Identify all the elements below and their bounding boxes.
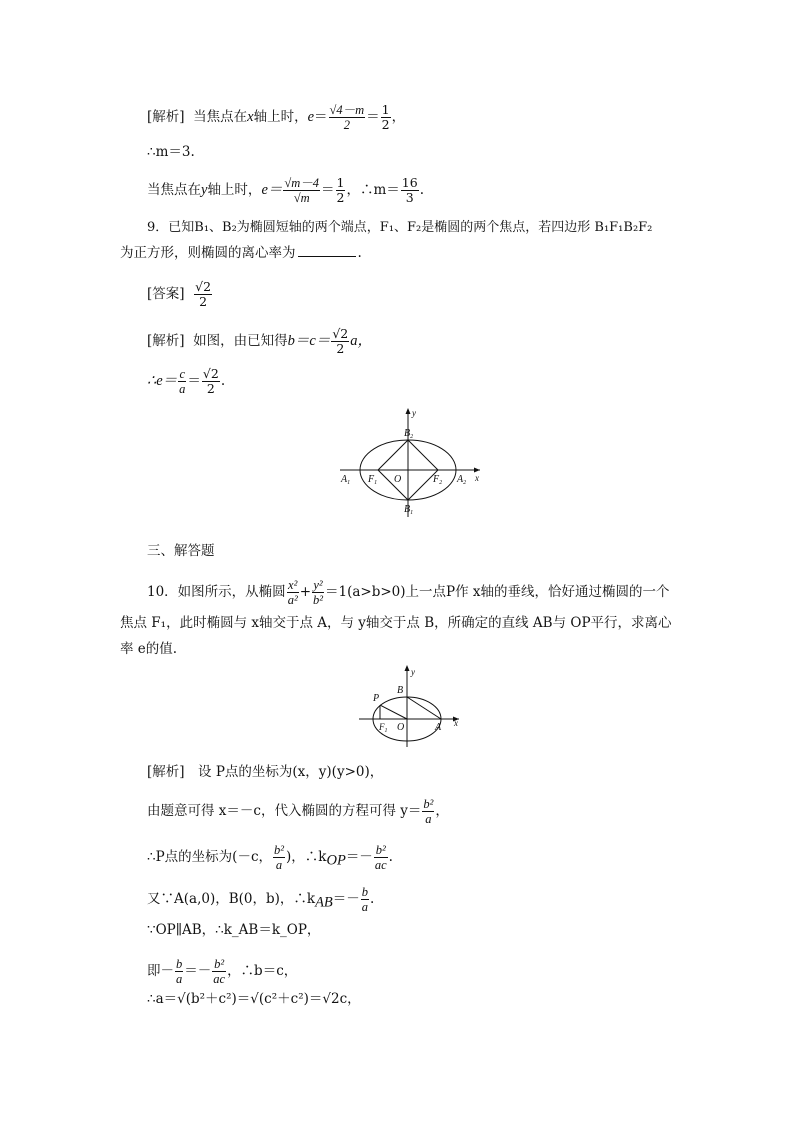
fraction: $\frac{\text{b²}}{ac}$: [374, 843, 387, 872]
label-y: y: [411, 667, 415, 677]
label-a1: $A_1$: [341, 474, 351, 486]
ellipse-op-ab-figure: [355, 663, 465, 748]
answer-line: [147, 280, 213, 309]
solution-10-line-5: ∵OP∥AB，∴k_AB＝k_OP，: [147, 922, 321, 938]
label-y: y: [412, 408, 416, 418]
label-f1: $F_1$: [379, 722, 388, 734]
question-10-line-2: 焦点 F₁，此时椭圆与 x轴交于点 A，与 y轴交于点 B，所确定的直线 AB与 OP平行，求离心: [120, 615, 672, 631]
label-b: B: [397, 685, 404, 696]
analysis-tag: [解析]: [147, 109, 185, 125]
solution-10-line-3: ∴P点的坐标为(－c， $\frac{\text{b²}}{a}$ )，$\therefore k_{OP}=-$ $\frac{\text{b²}}{ac}$ .: [147, 843, 393, 872]
fraction: $\frac{√2}{2}$: [202, 366, 219, 396]
fraction: $\frac{1}{2}$: [336, 175, 345, 205]
solution-10-line-7: ∴a＝√(b²＋c²)＝√(c²＋c²)＝√2c，: [147, 991, 361, 1007]
fraction: $\frac{\text{x²}}{\text{a²}}$: [287, 578, 298, 607]
ellipse-square-figure: [330, 405, 490, 520]
fraction: $\frac{√2}{2}$: [332, 326, 349, 356]
solution-8-line-2: ∴m＝3.: [147, 144, 195, 160]
solution-10-line-6: 即－ $\frac{b}{a}$ ＝－ $\frac{\text{b²}}{ac}$ ，∴b＝c，: [147, 957, 298, 986]
fraction: $\frac{c}{a}$: [179, 367, 186, 396]
label-o: O: [397, 722, 405, 733]
fraction: $\frac{\text{b²}}{a}$: [274, 843, 285, 872]
label-x: x: [475, 473, 479, 483]
solution-9-line-2: ∴e＝ $\frac{c}{a}$ ＝ $\frac{√2}{2}$ .: [147, 366, 226, 396]
fraction: $\frac{1}{2}$: [381, 102, 390, 132]
label-a2: $A_2$: [457, 474, 467, 486]
answer-blank: [298, 256, 356, 257]
fraction: $\frac{√4-m}{2}$: [329, 103, 365, 132]
fraction: $\frac{b}{a}$: [176, 957, 183, 986]
fraction: $\frac{16}{3}$: [401, 175, 418, 205]
x-axis-arrow: [474, 468, 480, 473]
solution-9-line-1: [解析] 如图，由已知得b＝c＝ $\frac{√2}{2}$ a，: [147, 326, 372, 356]
segment-op: [380, 705, 407, 719]
label-x: x: [454, 718, 458, 728]
label-f1: $F_1$: [368, 474, 378, 486]
solution-8-line-1: [解析] 当焦点在x轴上时，e＝ $\frac{√4-m}{2}$ ＝ $\frac{1}{2}$ ，: [147, 102, 406, 132]
solution-8-line-3: 当焦点在y轴上时，e＝ $\frac{√m-4}{√m}$ ＝ $\frac{1}{2}$ ，∴m＝ $\frac{16}{3}$ .: [147, 175, 424, 205]
solution-10-line-1: [解析] 设 P点的坐标为(x，y)(y>0)，: [147, 764, 384, 780]
question-10-line-1: 10．如图所示，从椭圆 $\frac{\text{x²}}{\text{a²}}$ + $\frac{\text{y²}}{\text{b²}}$ ＝1(a>b>0)上一点P作 x轴的垂线，恰好通过椭圆的一个: [147, 578, 670, 607]
y-axis-arrow: [406, 408, 411, 414]
fraction: $\frac{√2}{2}$: [195, 279, 212, 309]
label-b2: $B_2$: [404, 428, 414, 440]
solution-10-line-4: 又∵A(a,0)，B(0，b)，$\therefore k_{AB}=-$ $\frac{b}{a}$ .: [147, 885, 375, 914]
label-p: P: [373, 693, 380, 704]
label-a: A: [435, 722, 442, 733]
label-f2: $F_2$: [433, 474, 443, 486]
fraction: $\frac{\text{y²}}{\text{b²}}$: [313, 578, 323, 607]
analysis-tag: [解析]: [147, 333, 185, 349]
fraction: $\frac{\text{b²}}{ac}$: [213, 957, 226, 986]
fraction: $\frac{\text{b²}}{a}$: [423, 797, 434, 826]
question-10-line-3: 率 e的值.: [120, 641, 178, 657]
answer-tag: [答案]: [147, 286, 185, 302]
question-9-line-1: 9．已知B₁、B₂为椭圆短轴的两个端点，F₁、F₂是椭圆的两个焦点，若四边形 B₁F₁B₂F₂: [147, 220, 653, 235]
y-axis-arrow: [405, 665, 410, 671]
fraction: $\frac{√m-4}{√m}$: [284, 176, 320, 205]
section-title: 三、解答题: [147, 543, 215, 559]
solution-10-line-2: 由题意可得 x＝－c，代入椭圆的方程可得 y＝ $\frac{\text{b²}}{a}$ ，: [147, 797, 449, 826]
question-9-line-2: 为正方形，则椭圆的离心率为 .: [120, 245, 362, 261]
label-b1: $B_1$: [404, 504, 414, 516]
label-o: O: [394, 474, 402, 485]
fraction: $\frac{b}{a}$: [361, 885, 369, 914]
